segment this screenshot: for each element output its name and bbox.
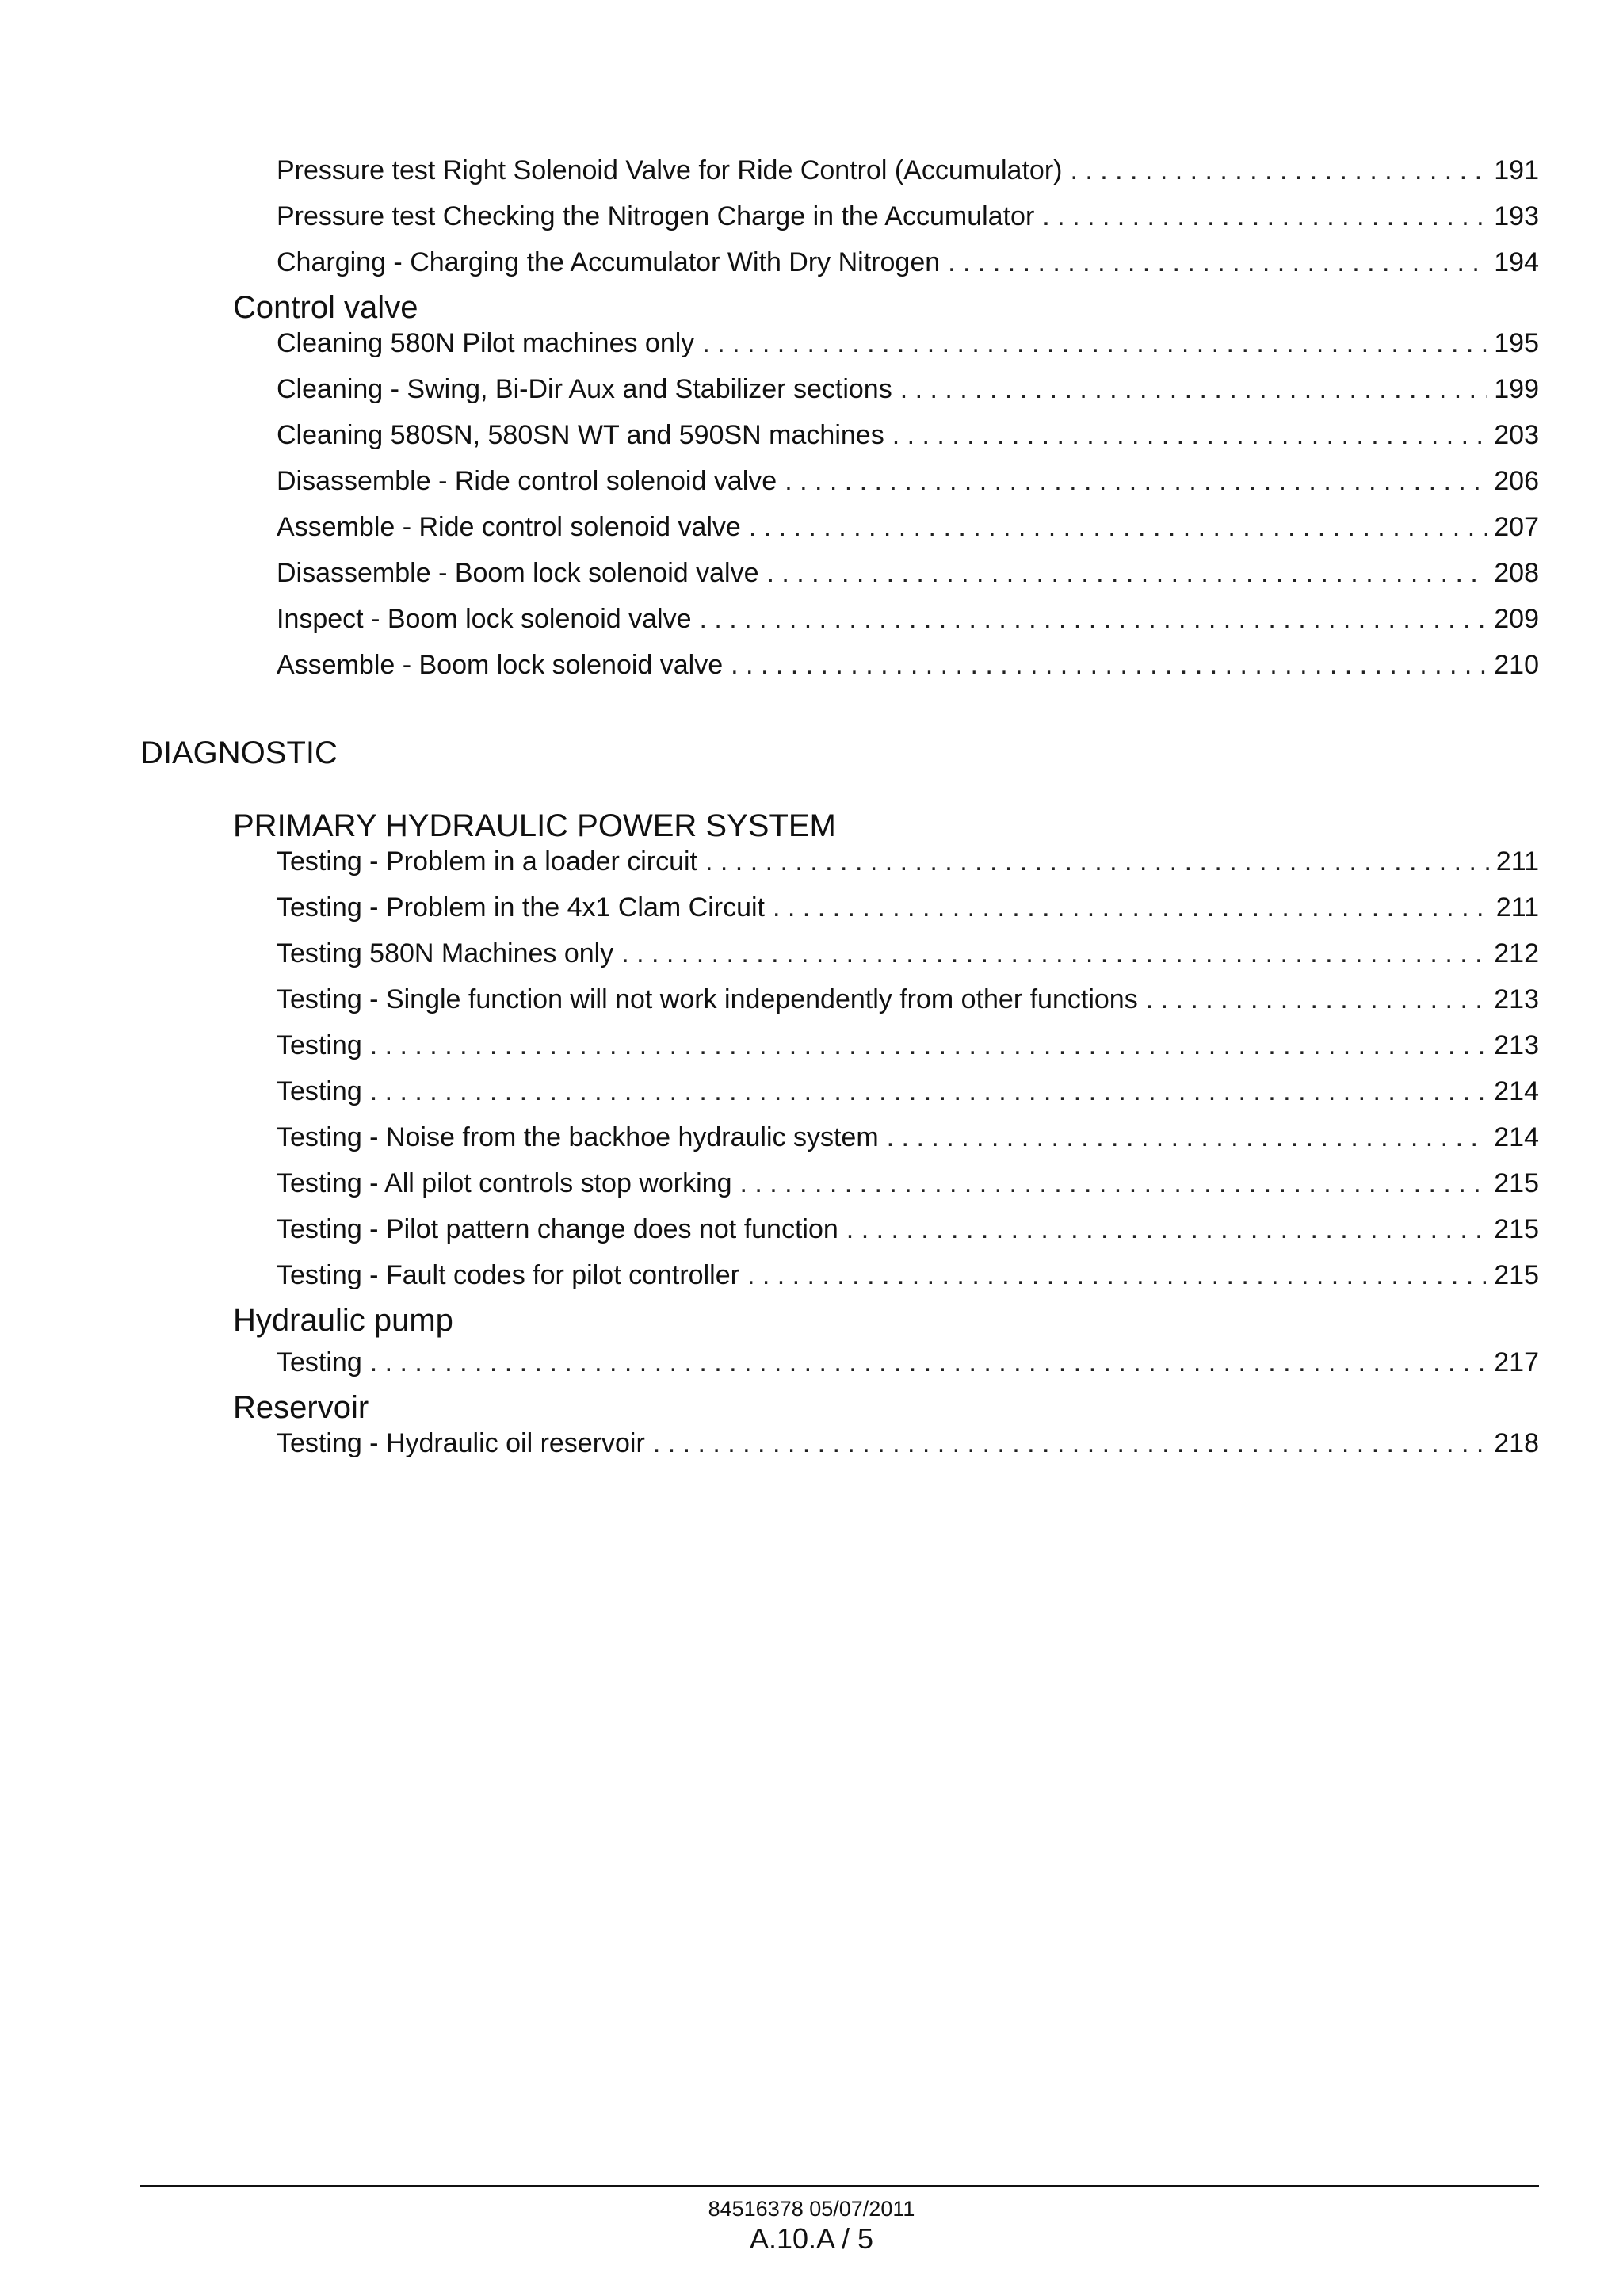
- toc-entry[interactable]: [277, 844, 1539, 879]
- toc-entry-label: Testing - Pilot pattern change does not function: [277, 1214, 838, 1244]
- toc-entry[interactable]: [277, 1345, 1539, 1380]
- dot-leader: [948, 245, 1487, 280]
- toc-entry-page: 207: [1494, 512, 1539, 542]
- group-title-hydraulic-pump: Hydraulic pump: [233, 1303, 453, 1338]
- footer-document-reference: 84516378 05/07/2011: [708, 2197, 915, 2221]
- toc-entry[interactable]: [277, 648, 1539, 682]
- toc-entry-page: 195: [1494, 328, 1539, 358]
- dot-leader: [749, 510, 1487, 544]
- toc-entry[interactable]: [277, 199, 1539, 234]
- toc-entry-label: Testing: [277, 1347, 362, 1377]
- dot-leader: [731, 648, 1487, 682]
- toc-entry-page: 193: [1494, 201, 1539, 231]
- toc-entry-label: Testing: [277, 1030, 362, 1060]
- toc-entry-label: Disassemble - Ride control solenoid valve: [277, 466, 777, 496]
- footer-rule: [140, 2185, 1539, 2187]
- toc-entry-page: 208: [1494, 558, 1539, 588]
- toc-entry-label: Testing - Problem in the 4x1 Clam Circuit: [277, 892, 766, 923]
- toc-entry-label: Charging - Charging the Accumulator With Dry Nitrogen: [277, 247, 941, 277]
- dot-leader: [887, 1120, 1488, 1155]
- toc-entry-page: 213: [1494, 984, 1539, 1014]
- toc-entry-label: Testing: [277, 1076, 362, 1106]
- toc-entry[interactable]: [277, 602, 1539, 636]
- toc-entry-label: Testing - All pilot controls stop working: [277, 1168, 732, 1198]
- dot-leader: [1042, 199, 1487, 234]
- toc-entry-label: Assemble - Ride control solenoid valve: [277, 512, 741, 542]
- toc-entry-label: Pressure test Right Solenoid Valve for Ride Control (Accumulator): [277, 155, 1063, 185]
- toc-entry-page: 218: [1494, 1428, 1539, 1458]
- toc-entry[interactable]: [277, 1120, 1539, 1155]
- toc-entry[interactable]: [277, 372, 1539, 407]
- toc-entry[interactable]: [277, 418, 1539, 453]
- toc-entry-label: Assemble - Boom lock solenoid valve: [277, 650, 724, 680]
- dot-leader: [766, 556, 1487, 590]
- toc-entry-page: 211: [1495, 892, 1539, 923]
- toc-entry-page: 194: [1494, 247, 1539, 277]
- toc-entry[interactable]: [277, 1028, 1539, 1063]
- dot-leader: [370, 1074, 1488, 1109]
- toc-entry-page: 211: [1495, 846, 1539, 877]
- dot-leader: [892, 418, 1488, 453]
- toc-entry-label: Cleaning 580SN, 580SN WT and 590SN machines: [277, 420, 884, 450]
- dot-leader: [1146, 982, 1488, 1017]
- dot-leader: [739, 1166, 1487, 1201]
- toc-entry[interactable]: [277, 1212, 1539, 1247]
- toc-entry-page: 215: [1494, 1260, 1539, 1290]
- toc-entry-page: 199: [1494, 374, 1539, 404]
- toc-entry-label: Testing - Fault codes for pilot controller: [277, 1260, 739, 1290]
- toc-entry-label: Pressure test Checking the Nitrogen Charge in the Accumulator: [277, 201, 1035, 231]
- toc-entry[interactable]: [277, 1258, 1539, 1293]
- toc-entry-label: Testing - Single function will not work independently from other functions: [277, 984, 1138, 1014]
- dot-leader: [785, 464, 1487, 499]
- group-title-primary-hydraulic: PRIMARY HYDRAULIC POWER SYSTEM: [233, 808, 836, 843]
- dot-leader: [621, 936, 1487, 971]
- group-title-reservoir: Reservoir: [233, 1390, 369, 1425]
- toc-entry[interactable]: [277, 982, 1539, 1017]
- toc-entry-label: Cleaning - Swing, Bi-Dir Aux and Stabilizer sections: [277, 374, 892, 404]
- dot-leader: [699, 602, 1487, 636]
- dot-leader: [846, 1212, 1487, 1247]
- toc-entry-page: 209: [1494, 604, 1539, 634]
- toc-entry-page: 214: [1494, 1122, 1539, 1152]
- dot-leader: [900, 372, 1488, 407]
- toc-entry-label: Inspect - Boom lock solenoid valve: [277, 604, 692, 634]
- toc-entry-page: 214: [1494, 1076, 1539, 1106]
- toc-entry[interactable]: [277, 326, 1539, 361]
- toc-entry-page: 212: [1494, 938, 1539, 968]
- toc-entry-label: Cleaning 580N Pilot machines only: [277, 328, 695, 358]
- toc-entry[interactable]: [277, 1074, 1539, 1109]
- toc-entry-label: Testing - Noise from the backhoe hydraulic system: [277, 1122, 879, 1152]
- toc-entry[interactable]: [277, 936, 1539, 971]
- toc-entry-label: Testing - Problem in a loader circuit: [277, 846, 698, 877]
- toc-entry[interactable]: [277, 1166, 1539, 1201]
- toc-entry[interactable]: [277, 556, 1539, 590]
- toc-entry-page: 191: [1494, 155, 1539, 185]
- group-title-control-valve: Control valve: [233, 290, 418, 325]
- toc-entry[interactable]: [277, 153, 1539, 188]
- toc-entry[interactable]: [277, 890, 1539, 925]
- dot-leader: [773, 890, 1490, 925]
- toc-entry[interactable]: [277, 245, 1539, 280]
- toc-entry-page: 213: [1494, 1030, 1539, 1060]
- toc-entry-label: Testing - Hydraulic oil reservoir: [277, 1428, 645, 1458]
- dot-leader: [370, 1345, 1488, 1380]
- toc-entry-page: 217: [1494, 1347, 1539, 1377]
- toc-entry[interactable]: [277, 1426, 1539, 1461]
- toc-entry-page: 215: [1494, 1168, 1539, 1198]
- toc-entry[interactable]: [277, 464, 1539, 499]
- toc-entry-page: 210: [1494, 650, 1539, 680]
- toc-entry-label: Disassemble - Boom lock solenoid valve: [277, 558, 759, 588]
- dot-leader: [1070, 153, 1487, 188]
- dot-leader: [747, 1258, 1487, 1293]
- footer-page-number: A.10.A / 5: [749, 2222, 874, 2255]
- toc-entry-label: Testing 580N Machines only: [277, 938, 614, 968]
- dot-leader: [705, 844, 1490, 879]
- toc-entry-page: 203: [1494, 420, 1539, 450]
- dot-leader: [370, 1028, 1488, 1063]
- toc-entry-page: 206: [1494, 466, 1539, 496]
- dot-leader: [702, 326, 1487, 361]
- dot-leader: [653, 1426, 1487, 1461]
- section-title-diagnostic: DIAGNOSTIC: [140, 735, 338, 770]
- toc-entry-page: 215: [1494, 1214, 1539, 1244]
- toc-entry[interactable]: [277, 510, 1539, 544]
